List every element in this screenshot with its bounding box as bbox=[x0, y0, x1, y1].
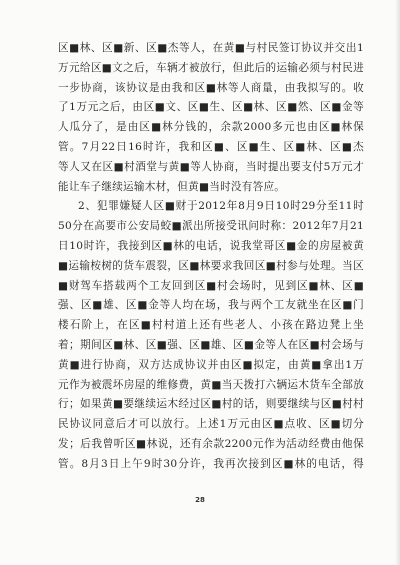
text-line: 了1万元之后，由区■文、区■生、区■林、区■然、区■金等 bbox=[58, 101, 364, 114]
text-line: 着；期间区■林、区■强、区■雄、区■金等人在区■村会场与 bbox=[58, 338, 364, 351]
text-line: 发；后我曾听区■林说，还有余款2200元作为活动经费由他保 bbox=[58, 437, 364, 450]
text-line: 能让车子继续运输木材，但黄■当时没有答应。 bbox=[58, 180, 286, 193]
document-body bbox=[58, 39, 364, 475]
text-line: 人瓜分了，是由区■林分钱的，余款2000多元也由区■林保 bbox=[58, 121, 364, 134]
text-line: 50分在高要市公安局蛟■派出所接受讯问时称：2012年7月21 bbox=[58, 220, 364, 233]
text-line: ■运输桉树的货车震裂，区■林要求我回区■村参与处理。当区 bbox=[58, 259, 364, 272]
text-line: 管。7月22日16时许，我和区■、区■生、区■林、区■杰 bbox=[58, 140, 364, 153]
text-line: 区■林、区■新、区■杰等人，在黄■与村民签订协议并交出1 bbox=[58, 42, 364, 54]
paragraph-start-line: 2、犯罪嫌疑人区■财于2012年8月9日10时29分至11时 bbox=[78, 200, 364, 213]
text-line: 等人又在区■村酒堂与黄■等人协商，当时提出要支付5万元才 bbox=[58, 160, 364, 173]
text-line: ■财驾车搭载两个工友回到区■村会场时，见到区■林、区■ bbox=[58, 279, 364, 292]
page-number: 28 bbox=[195, 496, 205, 504]
text-line: 元作为被震坏房屋的维修费，黄■当天拨打六辆运木货车全部放 bbox=[58, 378, 364, 391]
text-line: 一步协商，该协议是由我和区■林等人商量，由我拟写的。收 bbox=[58, 81, 364, 94]
text-line: 万元给区■文之后，车辆才被放行，但此后的运输必须与村民进 bbox=[58, 61, 364, 74]
text-line: 楼石阶上，在区■村村道上还有些老人、小孩在路边凳上坐 bbox=[58, 319, 364, 332]
text-line: 日10时许，我接到区■林的电话，说我堂哥区■金的房屋被黄 bbox=[58, 239, 364, 252]
text-line: 管。8月3日上午9时30分许，我再次接到区■林的电话，得 bbox=[58, 457, 364, 470]
text-line: 民协议同意后才可以放行。上述1万元由区■点收、区■切分 bbox=[58, 418, 364, 431]
text-line: 强、区■雄、区■金等人均在场，我与两个工友就坐在区■门 bbox=[58, 299, 364, 312]
text-line: 行；如果黄■要继续运木经过区■村的话，则要继续与区■村村 bbox=[58, 398, 364, 411]
text-line: 黄■进行协商，双方达成协议并由区■拟定，由黄■拿出1万 bbox=[58, 358, 364, 371]
scan-edge-shadow bbox=[395, 0, 400, 565]
